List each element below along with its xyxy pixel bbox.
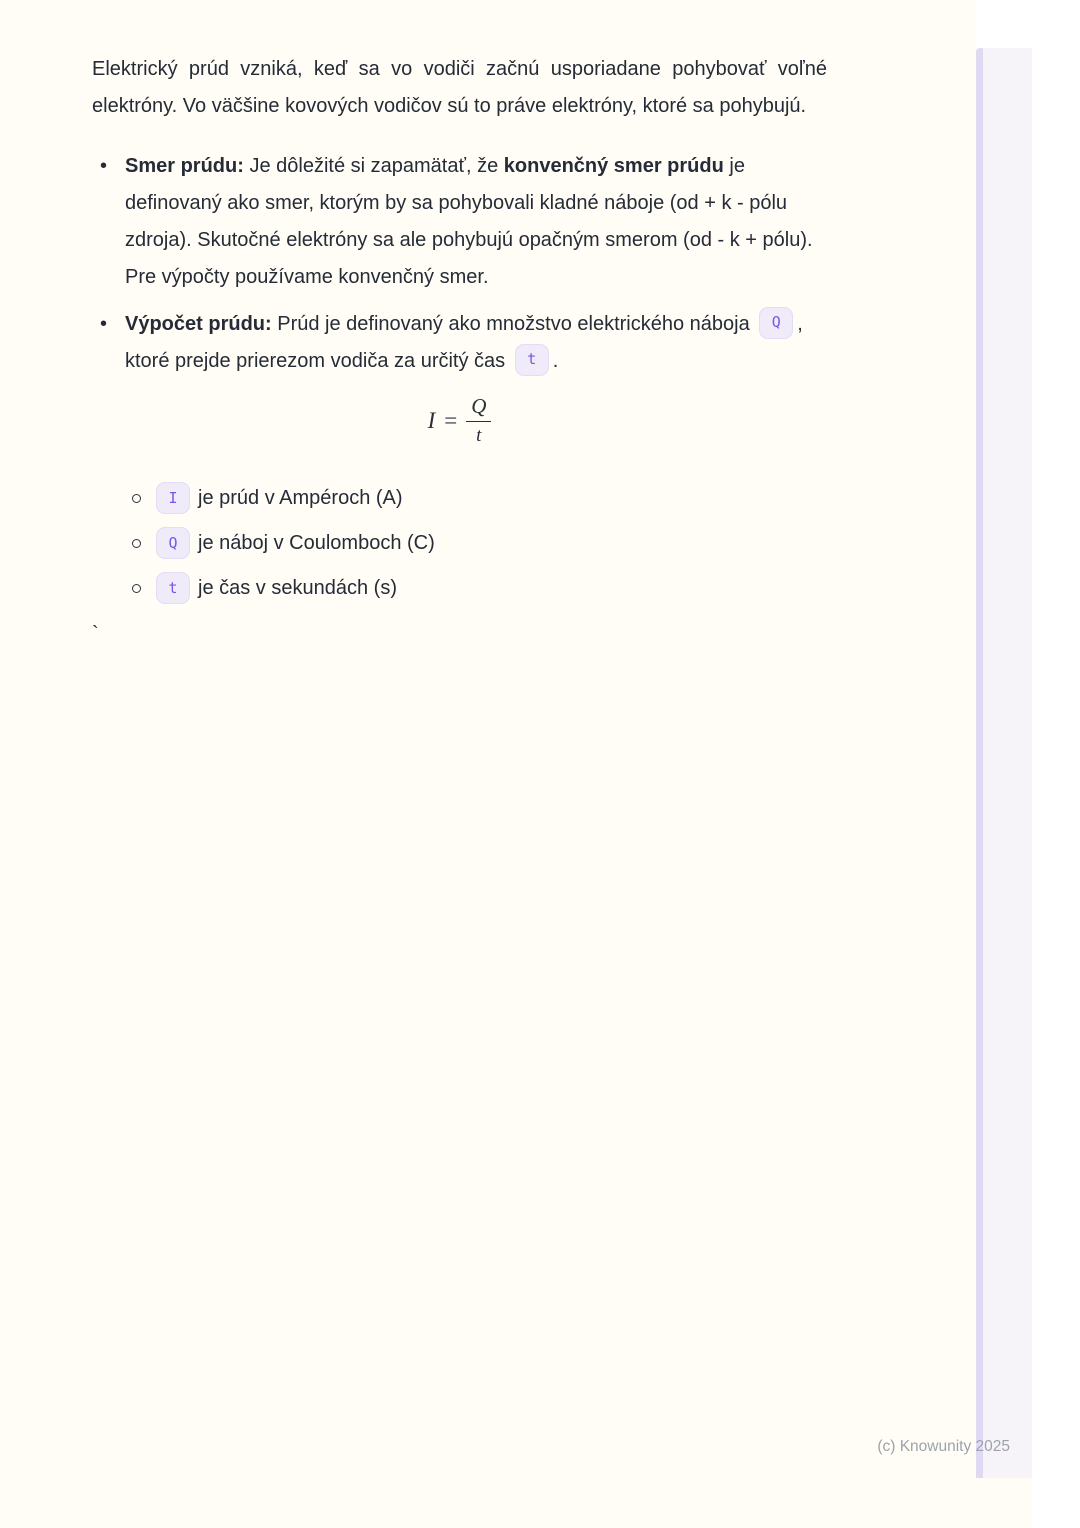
bullet1-bold-lead: Smer prúdu: [125,155,244,177]
inline-code-t: t [515,344,549,376]
inline-code-Q: Q [156,527,190,559]
stray-backtick: ` [92,623,99,645]
bullet1-bold-phrase: konvenčný smer prúdu [503,155,724,177]
bullet1-text: Je dôležité si zapamätať, že [243,155,504,177]
definition-list [92,481,827,605]
formula-denominator: t [476,425,482,446]
bullet-marker: • [100,155,108,177]
formula-lhs: I [427,408,436,433]
bullet2-text: , ktoré prejde prierezom vodiča za určitý čas [125,313,803,372]
inline-code-Q: Q [759,307,793,339]
math-formula [92,396,827,445]
inline-code-I: I [156,482,190,514]
circle-bullet-marker [132,494,141,503]
intro-paragraph: Elektrický prúd vzniká, keď sa vo vodiči začnú usporiadane pohybovať voľné elektróny. Vo väčšine kovových vodičov sú to práve elektróny, ktoré sa pohybujú. [92,58,827,117]
right-margin-column [1032,0,1080,1528]
circle-bullet-marker [132,539,141,548]
bullet2-text: Prúd je definovaný ako množstvo elektrického náboja [271,313,756,335]
list-item [92,148,827,296]
scrollbar-track[interactable] [983,48,1032,1478]
formula-equals: = [444,408,458,433]
definition-text: je prúd v Ampéroch (A) [198,486,403,509]
definition-text: je čas v sekundách (s) [198,576,397,599]
document-content [92,51,827,653]
bullet-marker: • [100,313,108,335]
formula-numerator: Q [466,396,491,422]
inline-code-t: t [156,572,190,604]
list-item [92,481,827,515]
circle-bullet-marker [132,584,141,593]
bullet1-text: je definovaný ako smer, ktorým by sa pohybovali kladné náboje (od + k - pólu zdroja). Skutočné elektróny sa ale pohybujú opačným smerom (od - k + pólu). Pre výpočty používame konvenčný smer. [125,155,813,288]
copyright-notice: (c) Knowunity 2025 [877,1438,1010,1455]
panel-top-gap [976,0,1032,48]
list-item [92,306,827,380]
bullet2-text: . [552,350,559,372]
formula-fraction [466,396,491,445]
bullet2-bold-lead: Výpočet prúdu: [125,313,272,335]
bullet-list [92,148,827,380]
scrollbar-thumb[interactable] [976,48,983,1478]
list-item [92,571,827,605]
definition-text: je náboj v Coulomboch (C) [198,531,435,554]
list-item [92,526,827,560]
